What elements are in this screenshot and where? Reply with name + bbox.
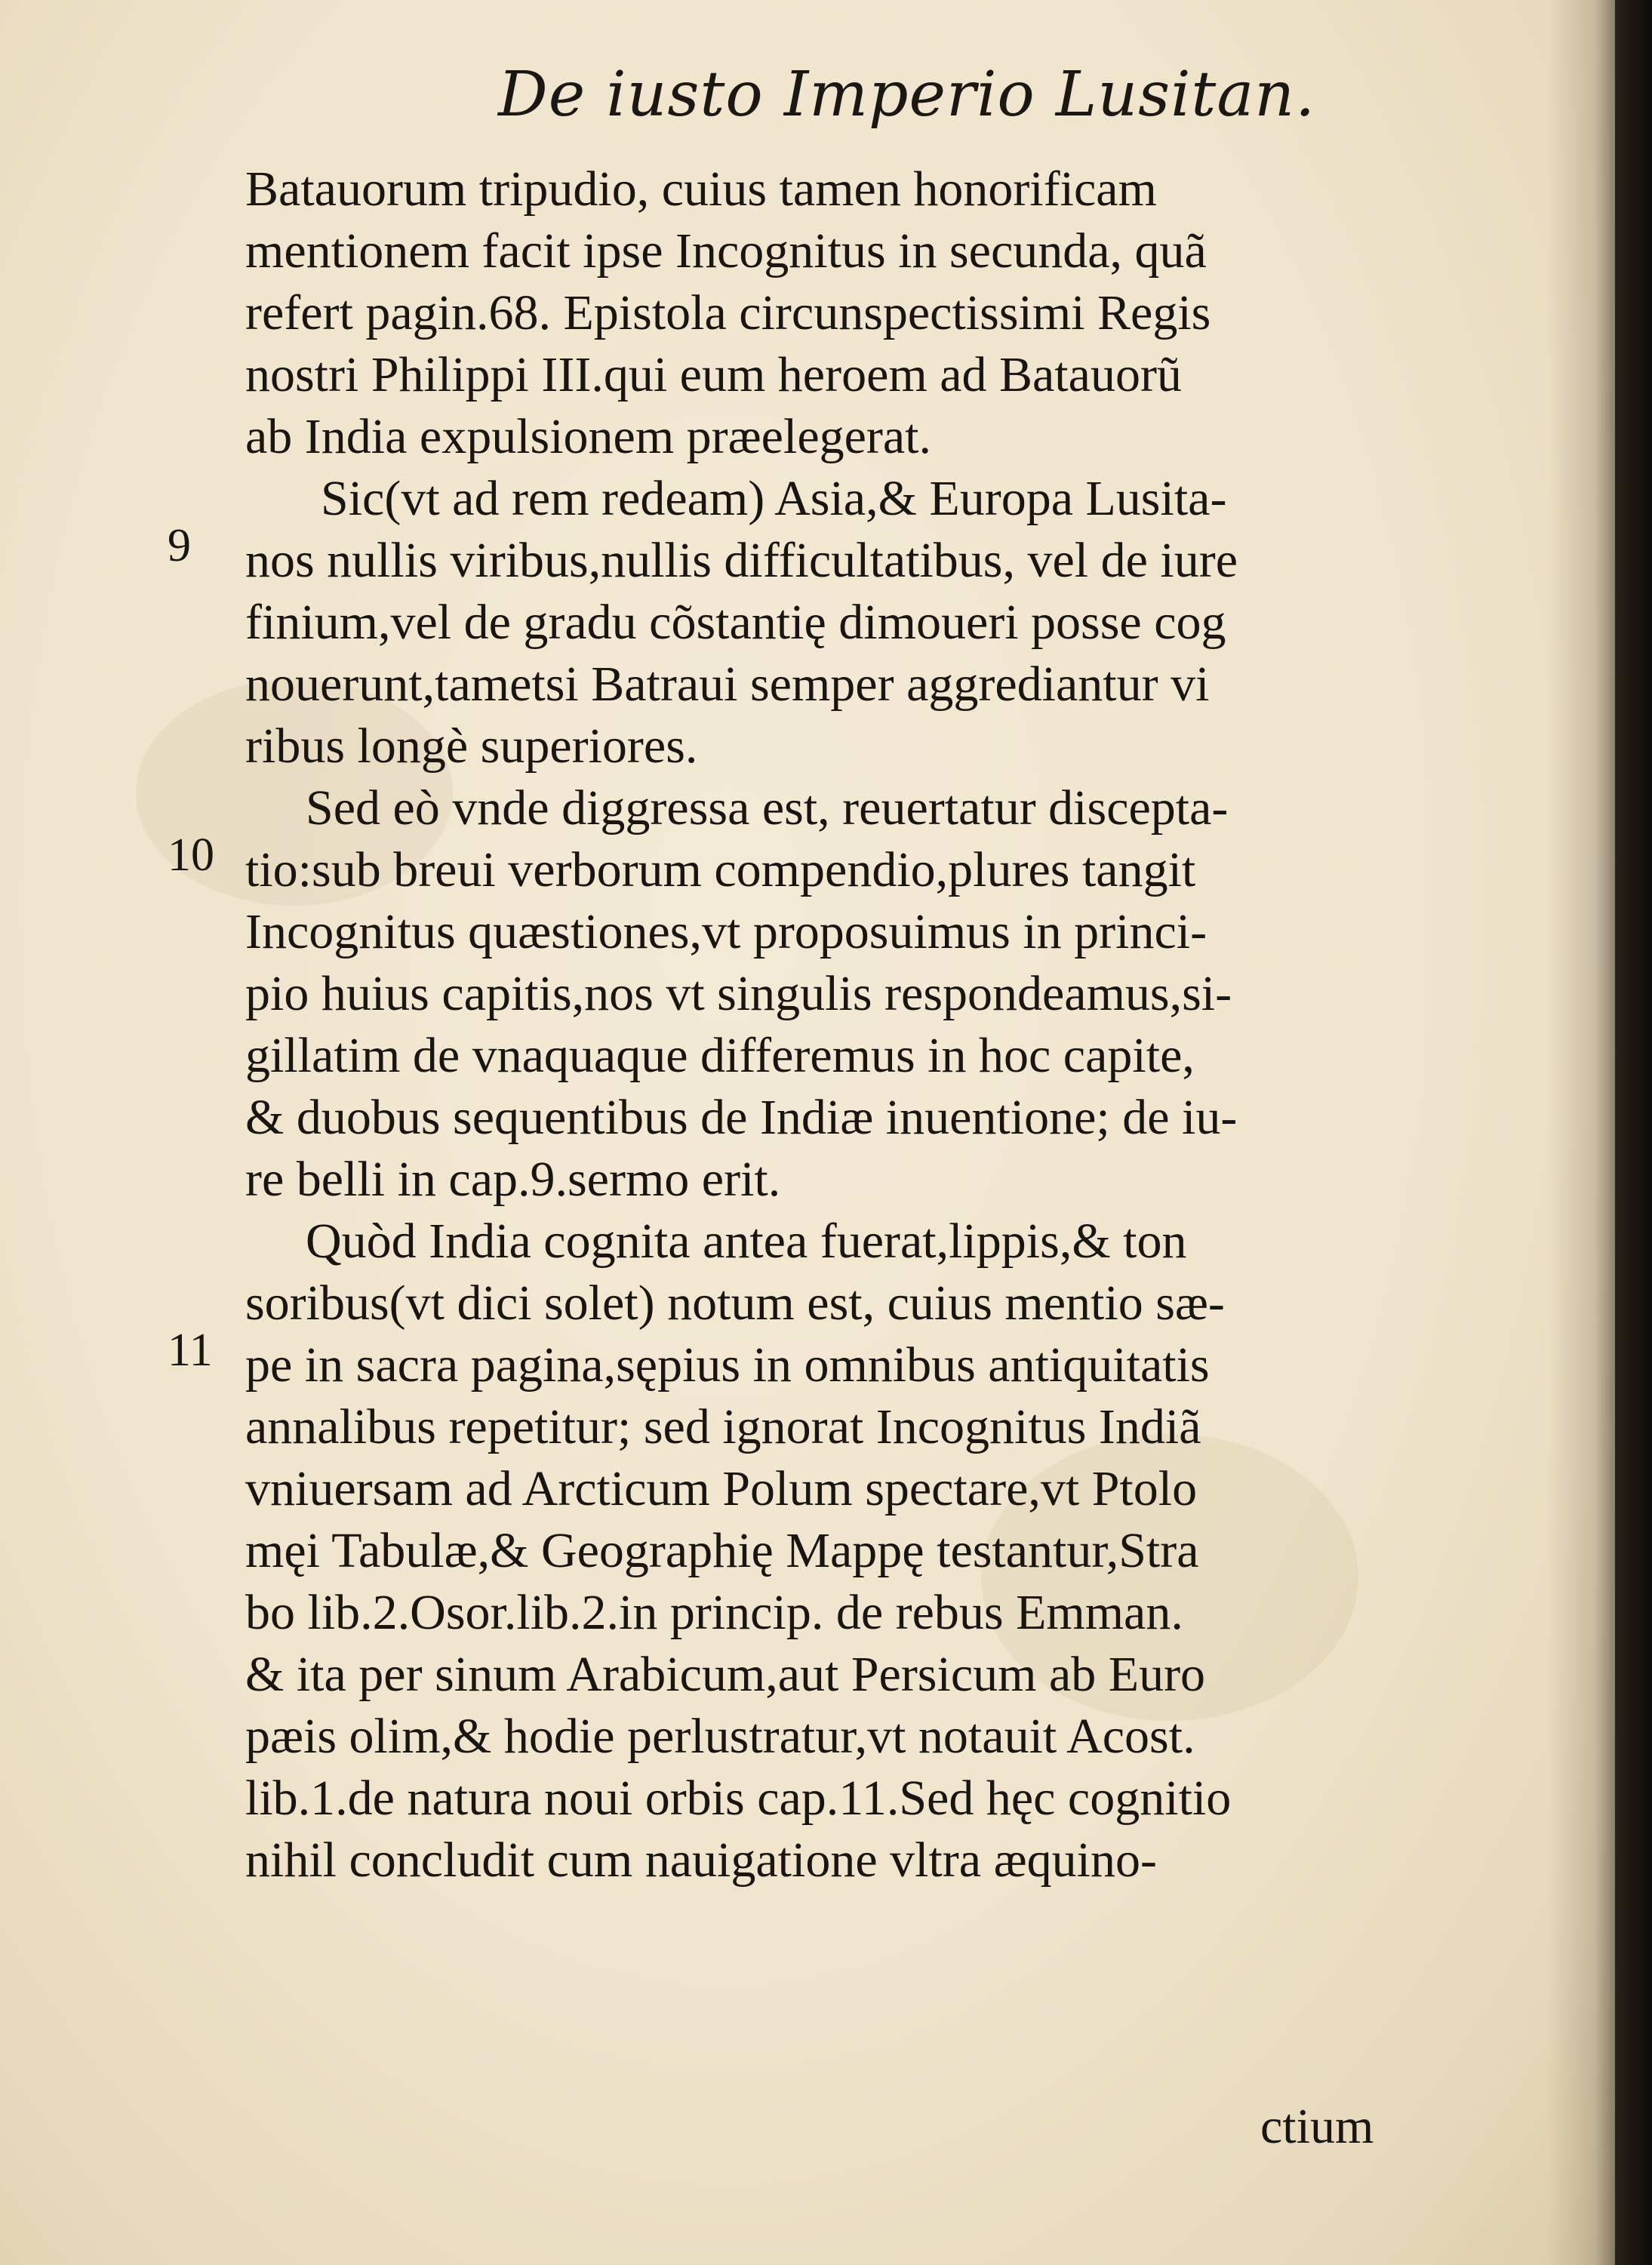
- text-line: Sed eò vnde diggressa est, reuertatur discepta-: [306, 780, 1229, 836]
- text-line: vniuersam ad Arcticum Polum spectare,vt Ptolo: [245, 1461, 1198, 1516]
- paragraph-number-9: 9: [168, 520, 191, 571]
- catchword: ctium: [1260, 2099, 1374, 2154]
- text-line: męi Tabulæ,& Geographię Mappę testantur,Stra: [245, 1523, 1199, 1578]
- running-head: De iusto Imperio Lusitan.: [498, 59, 1316, 131]
- text-line: gillatim de vnaquaque differemus in hoc capite,: [245, 1028, 1195, 1083]
- text-line: mentionem facit ipse Incognitus in secunda, quã: [245, 223, 1207, 279]
- text-line: Batauorum tripudio, cuius tamen honorificam: [245, 162, 1157, 217]
- text-line: nouerunt,tametsi Batraui semper aggrediantur vi: [245, 657, 1210, 712]
- text-line: nostri Philippi III.qui eum heroem ad Batauorũ: [245, 347, 1182, 402]
- text-line: Sic(vt ad rem redeam) Asia,& Europa Lusita-: [321, 471, 1227, 526]
- text-line: refert pagin.68. Epistola circunspectissimi Regis: [245, 285, 1211, 340]
- text-line: annalibus repetitur; sed ignorat Incognitus Indiã: [245, 1399, 1201, 1454]
- text-line: ribus longè superiores.: [245, 719, 698, 774]
- text-line: Quòd India cognita antea fuerat,lippis,& ton: [306, 1214, 1187, 1269]
- text-line: & duobus sequentibus de Indiæ inuentione; de iu-: [245, 1090, 1238, 1145]
- text-line: & ita per sinum Arabicum,aut Persicum ab Euro: [245, 1647, 1206, 1702]
- text-line: bo lib.2.Osor.lib.2.in princip. de rebus Emman.: [245, 1585, 1183, 1640]
- text-line: pæis olim,& hodie perlustratur,vt notauit Acost.: [245, 1709, 1195, 1764]
- text-line: tio:sub breui verborum compendio,plures tangit: [245, 842, 1196, 897]
- page-edge: [1615, 0, 1652, 2265]
- text-line: nihil concludit cum nauigatione vltra æquino-: [245, 1833, 1157, 1888]
- text-line: finium,vel de gradu cõstantię dimoueri posse cog: [245, 595, 1226, 650]
- paragraph-number-11: 11: [168, 1325, 213, 1376]
- text-line: pio huius capitis,nos vt singulis respondeamus,si-: [245, 966, 1232, 1021]
- text-line: Incognitus quæstiones,vt proposuimus in princi-: [245, 904, 1207, 959]
- text-line: ab India expulsionem præelegerat.: [245, 409, 932, 464]
- page-shadow: [1547, 0, 1615, 2265]
- text-line: pe in sacra pagina,sępius in omnibus antiquitatis: [245, 1337, 1210, 1393]
- text-line: soribus(vt dici solet) notum est, cuius mentio sæ-: [245, 1276, 1225, 1331]
- body-text: [245, 158, 1453, 1891]
- text-line: nos nullis viribus,nullis difficultatibus, vel de iure: [245, 533, 1238, 588]
- text-line: re belli in cap.9.sermo erit.: [245, 1152, 781, 1207]
- text-line: lib.1.de natura noui orbis cap.11.Sed hęc cognitio: [245, 1771, 1232, 1826]
- paragraph-number-10: 10: [168, 829, 214, 881]
